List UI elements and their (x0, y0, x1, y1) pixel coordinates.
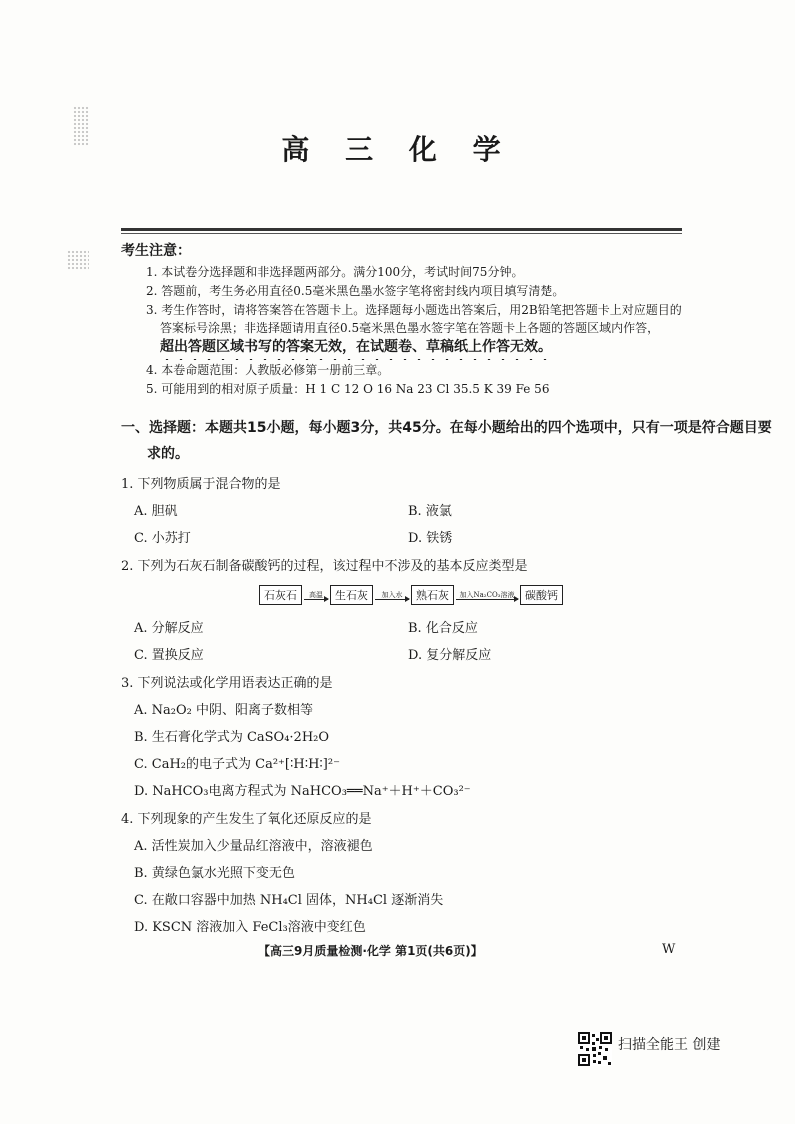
option: C. 小苏打 (134, 531, 191, 546)
arrow-line (304, 599, 328, 600)
flow-node: 生石灰 (330, 585, 373, 605)
option: A. 活性炭加入少量品红溶液中，溶液褪色 (134, 839, 373, 854)
option: D. NaHCO₃电离方程式为 NaHCO₃══Na⁺＋H⁺＋CO₃²⁻ (134, 784, 471, 799)
question-stem: 2. 下列为石灰石制备碳酸钙的过程，该过程中不涉及的基本反应类型是 (121, 559, 528, 574)
page-title: 高 三 化 学 (281, 133, 514, 166)
option: A. Na₂O₂ 中阴、阳离子数相等 (134, 703, 313, 718)
notice-item: 5. 可能用到的相对原子质量：H 1 C 12 O 16 Na 23 Cl 35.5 K 39 Fe 56 (146, 382, 550, 396)
notice-heading: 考生注意： (121, 243, 191, 259)
option: B. 化合反应 (408, 621, 478, 636)
arrow-line (375, 599, 409, 600)
option: B. 液氯 (408, 504, 452, 519)
notice-item: 答案标号涂黑；非选择题请用直径0.5毫米黑色墨水签字笔在答题卡上各题的答题区域内作答， (160, 321, 660, 335)
notice-item: 3. 考生作答时，请将答案答在答题卡上。选择题每小题选出答案后，用2B铅笔把答题卡上对应题目的 (146, 303, 682, 317)
notice-item: 4. 本卷命题范围：人教版必修第一册前三章。 (146, 363, 390, 377)
page-footer: 【高三9月质量检测·化学 第1页(共6页)】 (258, 944, 483, 958)
flow-condition: 加入Na₂CO₃溶液 (459, 590, 515, 599)
flow-arrow (304, 591, 328, 600)
option: B. 黄绿色氯水光照下变无色 (134, 866, 295, 881)
option: D. 复分解反应 (408, 648, 492, 663)
option: C. 置换反应 (134, 648, 204, 663)
section-heading: 一、选择题：本题共15小题，每小题3分，共45分。在每小题给出的四个选项中，只有一项是符合题目要 (121, 420, 772, 436)
notice-item: 1. 本试卷分选择题和非选择题两部分。满分100分，考试时间75分钟。 (146, 265, 524, 279)
option: D. KSCN 溶液加入 FeCl₃溶液中变红色 (134, 920, 366, 935)
flow-node: 石灰石 (259, 585, 302, 605)
qr-code-icon (578, 1032, 612, 1066)
option: C. 在敞口容器中加热 NH₄Cl 固体，NH₄Cl 逐渐消失 (134, 893, 444, 908)
question-stem: 3. 下列说法或化学用语表达正确的是 (121, 676, 333, 691)
flow-condition: 加入水 (381, 590, 403, 599)
question-stem: 1. 下列物质属于混合物的是 (121, 477, 281, 492)
flow-node: 碳酸钙 (520, 585, 563, 605)
arrow-line (456, 599, 518, 600)
scanner-caption: 扫描全能王 创建 (618, 1037, 721, 1053)
option: A. 胆矾 (134, 504, 178, 519)
header-rule-thin (121, 233, 682, 234)
option: D. 铁锈 (408, 531, 453, 546)
flow-arrow (375, 591, 409, 600)
scan-noise (67, 250, 89, 270)
option: B. 生石膏化学式为 CaSO₄·2H₂O (134, 730, 330, 745)
reaction-flow (259, 585, 563, 605)
question-stem: 4. 下列现象的产生发生了氧化还原反应的是 (121, 812, 372, 827)
option: A. 分解反应 (134, 621, 204, 636)
notice-emphasis-text: 超出答题区域书写的答案无效，在试题卷、草稿纸上作答无效。 (160, 336, 552, 362)
notice-emphasis (160, 336, 552, 362)
header-rule (121, 228, 682, 231)
flow-condition: 高温 (309, 590, 323, 599)
version-letter: W (662, 942, 676, 957)
option: C. CaH₂的电子式为 Ca²⁺[∶H∶H∶]²⁻ (134, 757, 340, 772)
notice-item: 2. 答题前，考生务必用直径0.5毫米黑色墨水签字笔将密封线内项目填写清楚。 (146, 284, 565, 298)
section-heading-cont: 求的。 (147, 446, 189, 462)
flow-arrow (456, 591, 518, 600)
flow-node: 熟石灰 (411, 585, 454, 605)
